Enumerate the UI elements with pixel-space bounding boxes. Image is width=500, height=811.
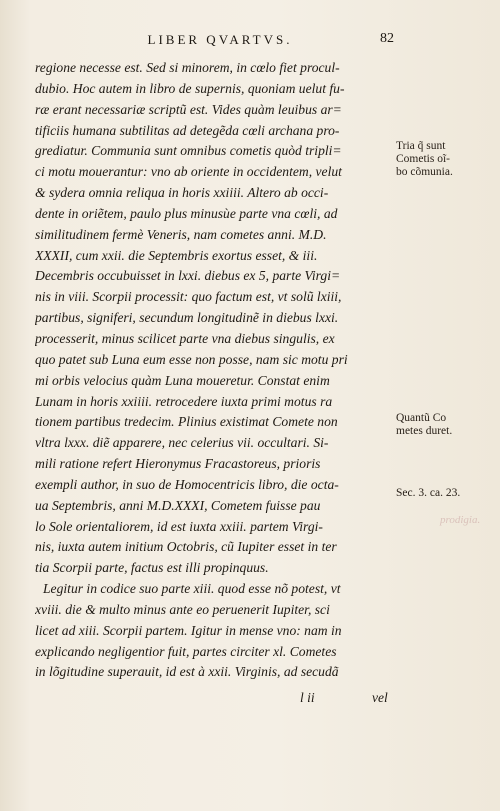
margin-note-line: Tria q̃ sunt (396, 140, 446, 152)
margin-note-duration (396, 412, 496, 438)
text-line: regione necesse est. Sed si minorem, in cœlo fiet procul- (35, 60, 340, 75)
text-line: ci motu mouerantur: vno ab oriente in occidentem, velut (35, 164, 342, 180)
margin-note-line: Cometis oĩ- (396, 153, 450, 165)
catchword: vel (372, 690, 388, 705)
text-line: ua Septembris, anni M.D.XXXI, Cometem fuisse pau (35, 497, 321, 513)
text-line: explicando negligentior fuit, partes circiter xl. Cometes (35, 643, 337, 659)
text-line: in lõgitudine superauit, id est à xxii. Virginis, ad secudã (35, 664, 339, 680)
text-line: nis, iuxta autem initium Octobris, cũ Iupiter esset in ter (35, 539, 337, 555)
show-through-text: prodigia. (440, 514, 481, 526)
text-line: licet ad xiii. Scorpii partem. Igitur in mense vno: nam in (35, 622, 342, 638)
text-line: tificiis humana subtilitas ad detegẽda cœli archana pro- (35, 122, 340, 138)
page-number: 82 (380, 31, 394, 46)
text-line: vltra lxxx. diẽ apparere, nec celerius vii. occultari. Si- (35, 435, 329, 451)
margin-note-common-motions (396, 140, 496, 179)
text-line: dubio. Hoc autem in libro de supernis, quoniam uelut fu- (35, 80, 345, 96)
text-line: grediatur. Communia sunt omnibus cometis quòd tripli= (35, 143, 342, 159)
text-line: processerit, minus scilicet parte vna diebus singulis, ex (35, 330, 335, 346)
signature-mark: l ii (300, 690, 315, 705)
text-line: quo patet sub Luna eum esse non posse, nam sic motu pri (35, 351, 348, 367)
paragraph-start-line: Legitur in codice suo parte xiii. quod esse nõ potest, vt (43, 581, 341, 597)
text-line: XXXII, cum xxii. die Septembris exortus esset, & iii. (35, 247, 318, 263)
text-line: mi orbis velocius quàm Luna moueretur. Constat enim (35, 372, 330, 388)
text-line: similitudinem fermè Veneris, nam cometes anni. M.D. (35, 226, 327, 242)
text-line: Decembris occubuisset in lxxi. diebus ex 5, parte Virgi= (35, 268, 341, 284)
text-line: mili ratione refert Hieronymus Fracastoreus, prioris (35, 456, 321, 472)
text-line: lo Sole orientaliorem, id est iuxta xxiii. partem Virgi- (35, 518, 323, 534)
text-line: tia Scorpii parte, factus est illi propinquus. (35, 560, 269, 576)
text-line: Lunam in horis xxiiii. retrocedere iuxta primi motus ra (35, 393, 333, 409)
text-line: xviii. die & multo minus ante eo peruenerit Iupiter, sci (35, 601, 330, 617)
text-line: tionem partibus tredecim. Plinius existimat Comete non (35, 414, 338, 430)
text-line: ræ erant necessariæ scriptũ est. Vides quàm leuibus ar= (35, 101, 342, 117)
margin-note-line: Sec. 3. ca. 23. (396, 487, 461, 499)
margin-note-line: bo cõmunia. (396, 166, 453, 178)
margin-note-reference (396, 487, 496, 500)
text-line: nis in viii. Scorpii processit: quo factum est, vt solũ lxiii, (35, 289, 342, 305)
text-line: partibus, signiferi, secundum longitudinẽ in diebus lxxi. (35, 310, 339, 326)
margin-note-line: Quantũ Co (396, 412, 447, 424)
text-line: dente in oriẽtem, paulo plus minusùe parte vna cœli, ad (35, 205, 338, 221)
text-line: exempli author, in suo de Homocentricis libro, die octa- (35, 476, 339, 492)
main-text-block (35, 58, 393, 683)
text-line: & sydera omnia reliqua in horis xxiiii. Altero ab occi- (35, 185, 329, 201)
running-head: LIBER QVARTVS. (147, 32, 293, 47)
margin-note-line: metes duret. (396, 425, 453, 437)
page-footer (0, 690, 500, 708)
page-header (0, 32, 500, 52)
